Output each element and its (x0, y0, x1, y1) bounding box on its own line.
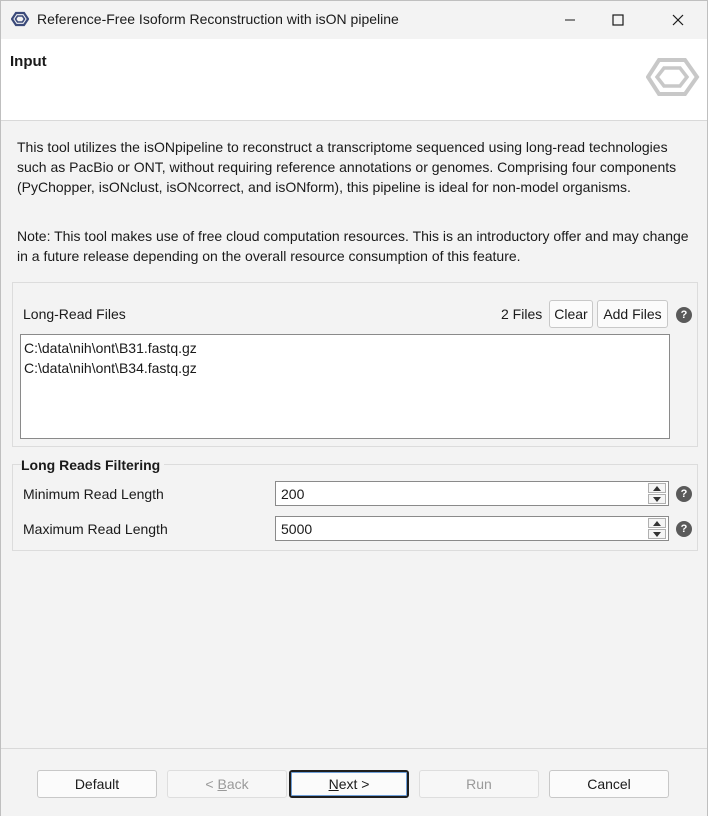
list-item[interactable]: C:\data\nih\ont\B34.fastq.gz (24, 360, 197, 376)
title-bar (1, 1, 707, 39)
help-icon[interactable]: ? (676, 521, 692, 537)
max-length-value[interactable]: 5000 (281, 521, 313, 537)
minimize-button[interactable] (547, 1, 593, 39)
back-button[interactable] (167, 770, 287, 798)
file-list[interactable] (20, 334, 670, 439)
note-text: Note: This tool makes use of free cloud computation resources. This is an introductory offer and may change in a future release depending on the overall resource consumption of this feature. (17, 228, 689, 264)
add-files-button[interactable]: Add Files (597, 300, 668, 328)
next-rest: ext > (338, 776, 370, 792)
close-icon (672, 14, 684, 26)
description-text: This tool utilizes the isONpipeline to reconstruct a transcriptome sequenced using long-read technologies such as PacBio or ONT, without requiring reference annotations or genomes. Comprising four components (PyChopper, isONclust, isONcorrect, and isONform), this pipeline is ideal for non-model organisms. (17, 139, 677, 195)
caret-up-icon (653, 486, 661, 491)
min-length-label: Minimum Read Length (23, 486, 164, 502)
max-length-spinner[interactable] (275, 516, 669, 541)
caret-down-icon (653, 497, 661, 502)
next-mnemonic: N (328, 776, 339, 792)
list-item[interactable]: C:\data\nih\ont\B31.fastq.gz (24, 340, 197, 356)
help-icon[interactable]: ? (676, 307, 692, 323)
run-button[interactable]: Run (419, 770, 539, 798)
wizard-header (1, 39, 707, 121)
files-label: Long-Read Files (23, 306, 126, 322)
min-length-value[interactable]: 200 (281, 486, 305, 502)
app-logo-icon (11, 11, 29, 27)
back-mnemonic: B (217, 776, 227, 792)
hexagon-logo-icon (646, 57, 700, 100)
back-rest: ack (226, 776, 249, 792)
clear-button[interactable]: Clear (549, 300, 593, 328)
close-button[interactable] (655, 1, 701, 39)
maximize-icon (612, 14, 624, 26)
back-prefix: < (205, 776, 218, 792)
window-title: Reference-Free Isoform Reconstruction with isON pipeline (37, 11, 399, 27)
caret-up-icon (653, 521, 661, 526)
cancel-button[interactable]: Cancel (549, 770, 669, 798)
filtering-title: Long Reads Filtering (21, 457, 164, 473)
spin-up-button[interactable] (648, 483, 666, 493)
max-length-label: Maximum Read Length (23, 521, 168, 537)
footer-bar (1, 748, 707, 816)
next-button[interactable] (289, 770, 409, 798)
spin-up-button[interactable] (648, 518, 666, 528)
minimize-icon (564, 14, 576, 26)
spin-down-button[interactable] (648, 529, 666, 539)
page-title: Input (10, 53, 47, 70)
caret-down-icon (653, 532, 661, 537)
maximize-button[interactable] (595, 1, 641, 39)
help-icon[interactable]: ? (676, 486, 692, 502)
spin-down-button[interactable] (648, 494, 666, 504)
default-button[interactable]: Default (37, 770, 157, 798)
min-length-spinner[interactable] (275, 481, 669, 506)
files-count: 2 Files (501, 306, 543, 322)
